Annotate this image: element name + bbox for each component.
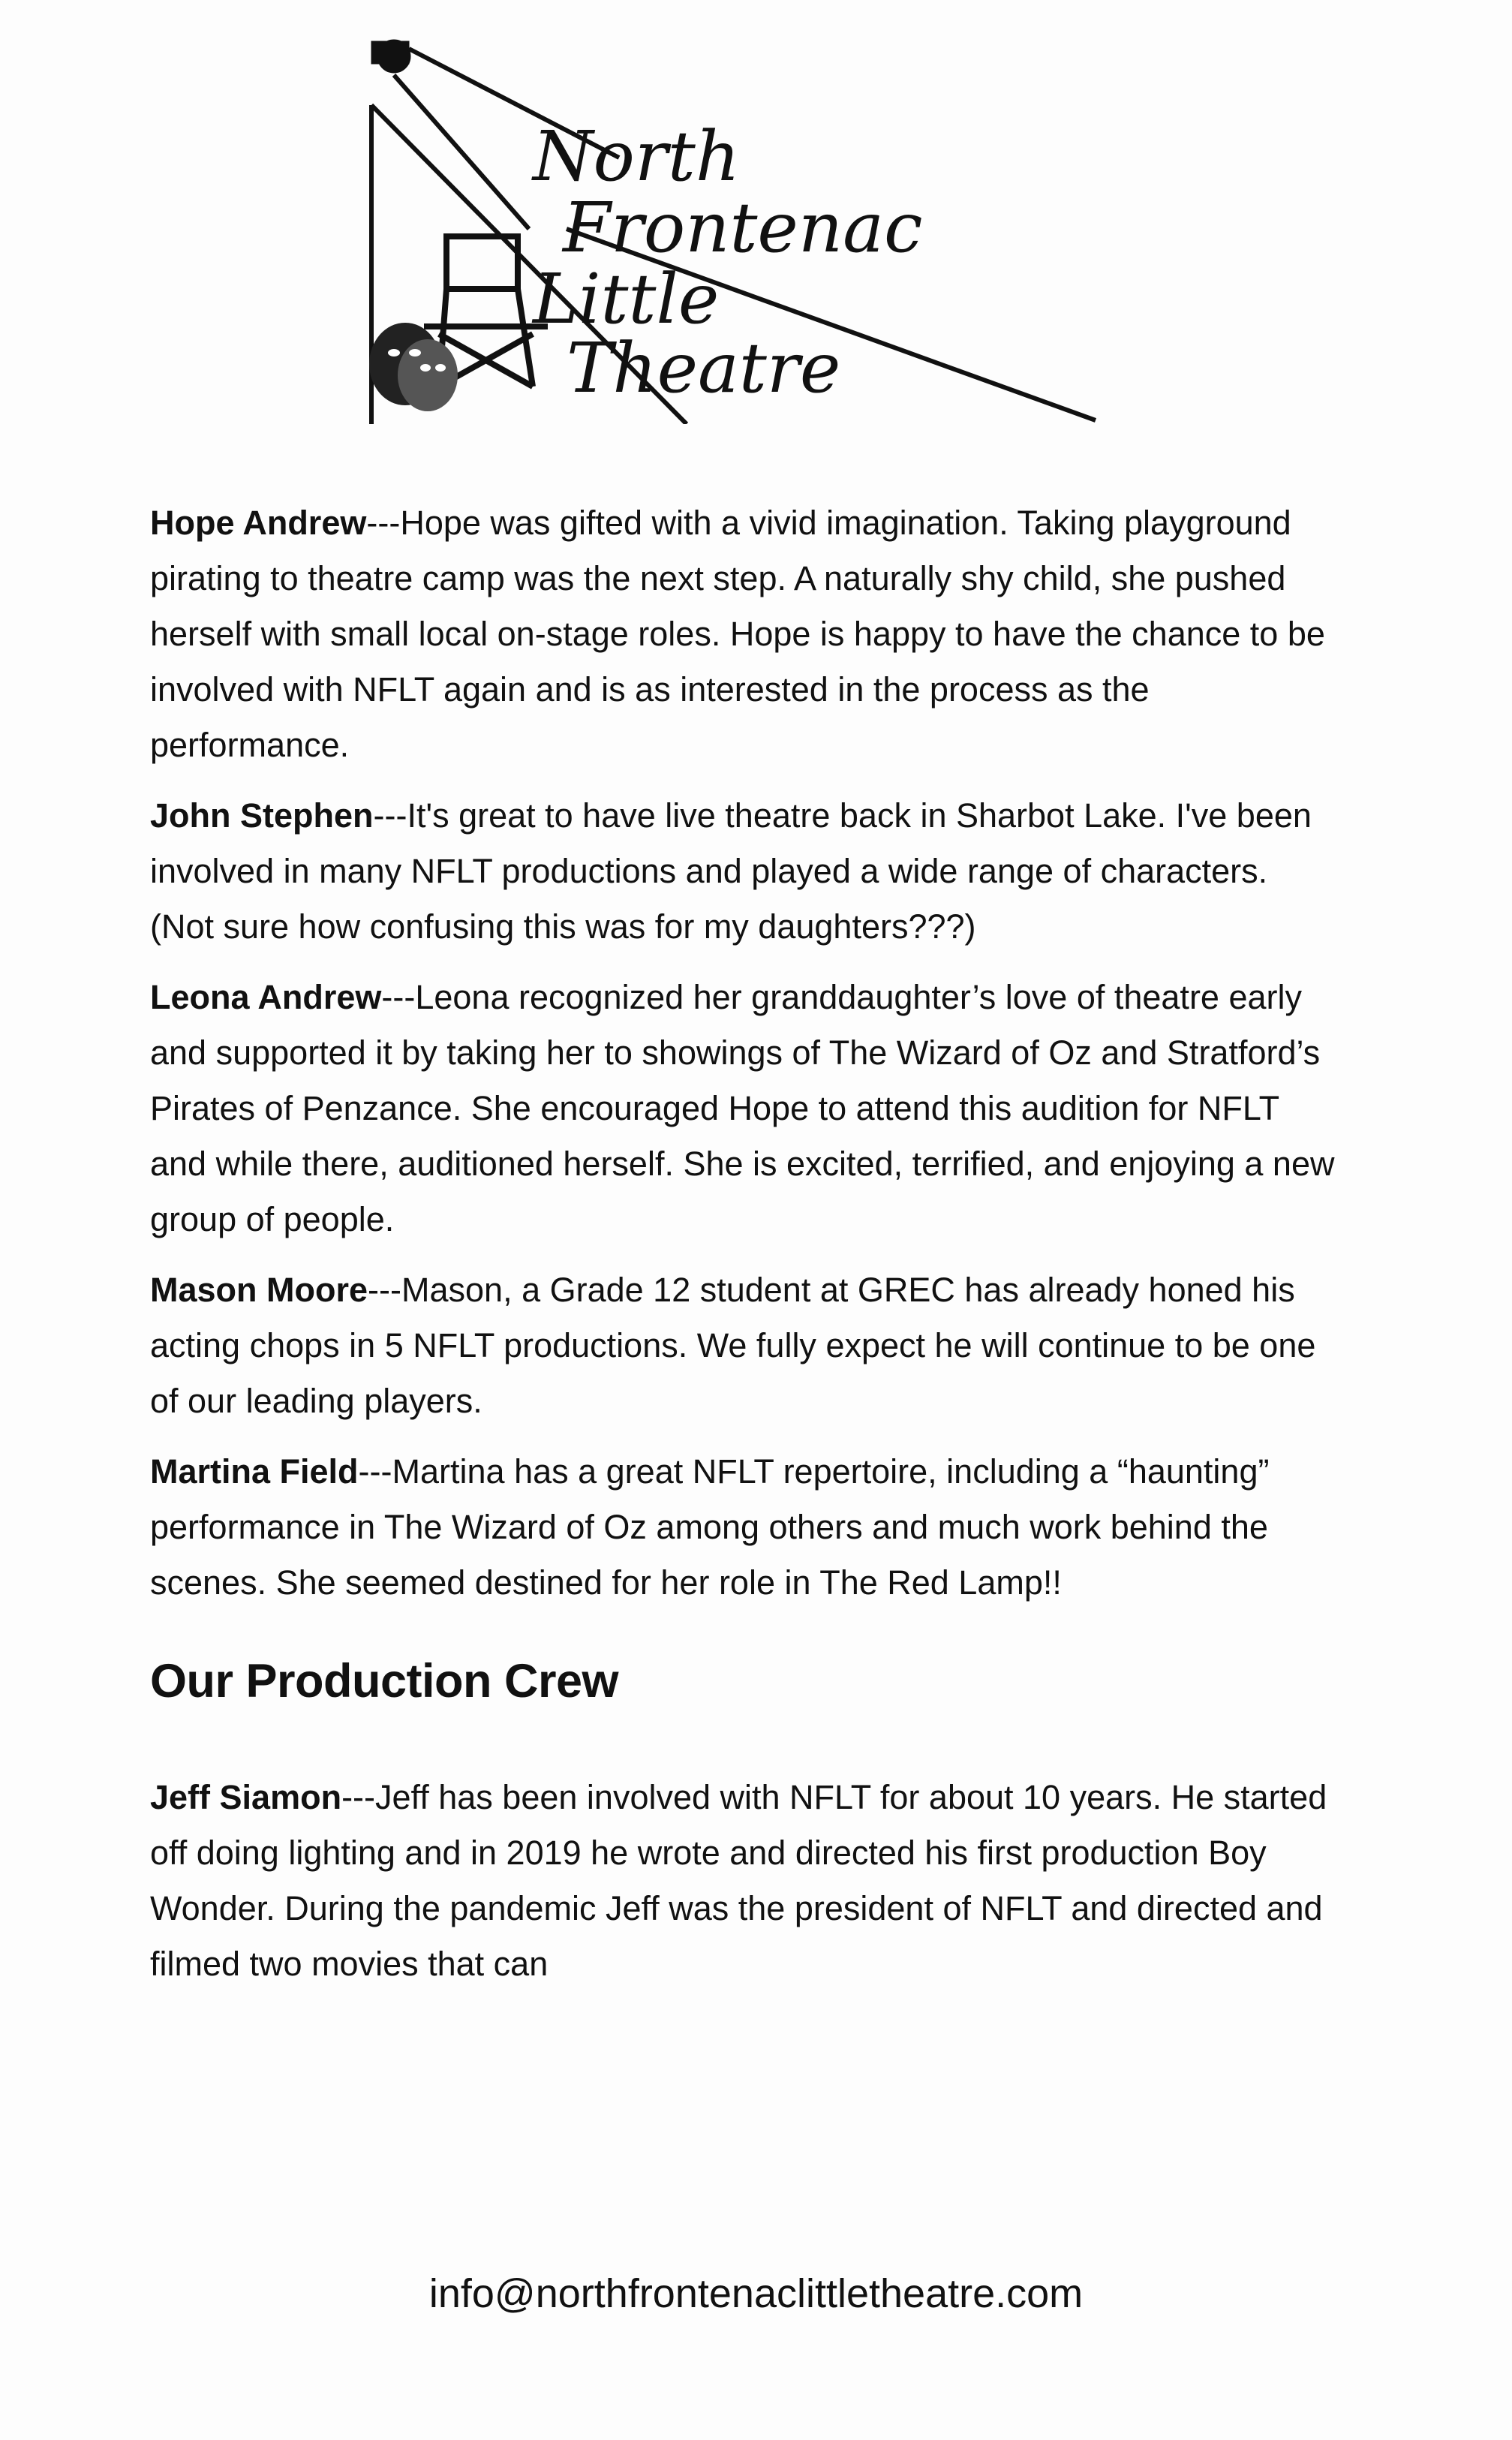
crew-heading: Our Production Crew xyxy=(150,1655,619,1707)
cast-bio xyxy=(150,1262,1336,1429)
bio-separator: --- xyxy=(381,978,416,1016)
cast-bio xyxy=(150,495,1336,773)
bio-separator: --- xyxy=(366,504,401,542)
cast-name: Leona Andrew xyxy=(150,978,382,1016)
bio-text: Martina has a great NFLT repertoire, including a “haunting” performance in The Wizard of Oz among others and much work behind the scenes. She seemed destined for her role in The Red Lamp!! xyxy=(150,1452,1270,1602)
bio-text: It's great to have live theatre back in Sharbot Lake. I've been involved in many NFLT productions and played a wide range of characters. (Not sure how confusing this was for my daughters???) xyxy=(150,796,1312,946)
nflt-logo xyxy=(341,34,1107,424)
logo-word-frontenac: Frontenac xyxy=(563,188,923,268)
footer-email: info@northfrontenaclittletheatre.com xyxy=(428,2271,1084,2316)
cast-name: John Stephen xyxy=(150,796,374,835)
bio-separator: --- xyxy=(368,1271,401,1309)
bio-separator: --- xyxy=(358,1452,392,1491)
logo-word-north: North xyxy=(533,116,741,197)
cast-name: Hope Andrew xyxy=(150,504,367,542)
bio-separator: --- xyxy=(341,1778,376,1816)
bio-separator: --- xyxy=(373,796,407,835)
bio-text: Leona recognized her granddaughter’s love of theatre early and supported it by taking her to showings of The Wizard of Oz and Stratford’s Pirates of Penzance. She encouraged Hope to attend this audition for NFLT and while there, auditioned herself. She is excited, terrified, and enjoying a new group of people. xyxy=(150,978,1335,1238)
bio-text: Hope was gifted with a vivid imagination. Taking playground pirating to theatre camp was the next step. A naturally shy child, she pushed herself with small local on-stage roles. Hope is happy to have the chance to be involved with NFLT again and is as interested in the process as the performance. xyxy=(150,504,1325,764)
bios-section xyxy=(150,495,1336,2007)
crew-name: Jeff Siamon xyxy=(150,1778,342,1816)
cast-bio xyxy=(150,970,1336,1247)
cast-name: Mason Moore xyxy=(150,1271,368,1309)
crew-bio xyxy=(150,1770,1336,1992)
cast-bio xyxy=(150,1444,1336,1611)
bio-text: Mason, a Grade 12 student at GREC has already honed his acting chops in 5 NFLT productions. We fully expect he will continue to be one of our leading players. xyxy=(150,1271,1316,1420)
logo-word-theatre: Theatre xyxy=(567,328,841,408)
bio-text: Jeff has been involved with NFLT for about 10 years. He started off doing lighting and in 2019 he wrote and directed his first production Boy Wonder. During the pandemic Jeff was the president of NFLT and directed and filmed two movies that can xyxy=(150,1778,1327,1983)
cast-bio xyxy=(150,788,1336,955)
cast-name: Martina Field xyxy=(150,1452,359,1491)
logo-word-little: Little xyxy=(533,259,720,339)
